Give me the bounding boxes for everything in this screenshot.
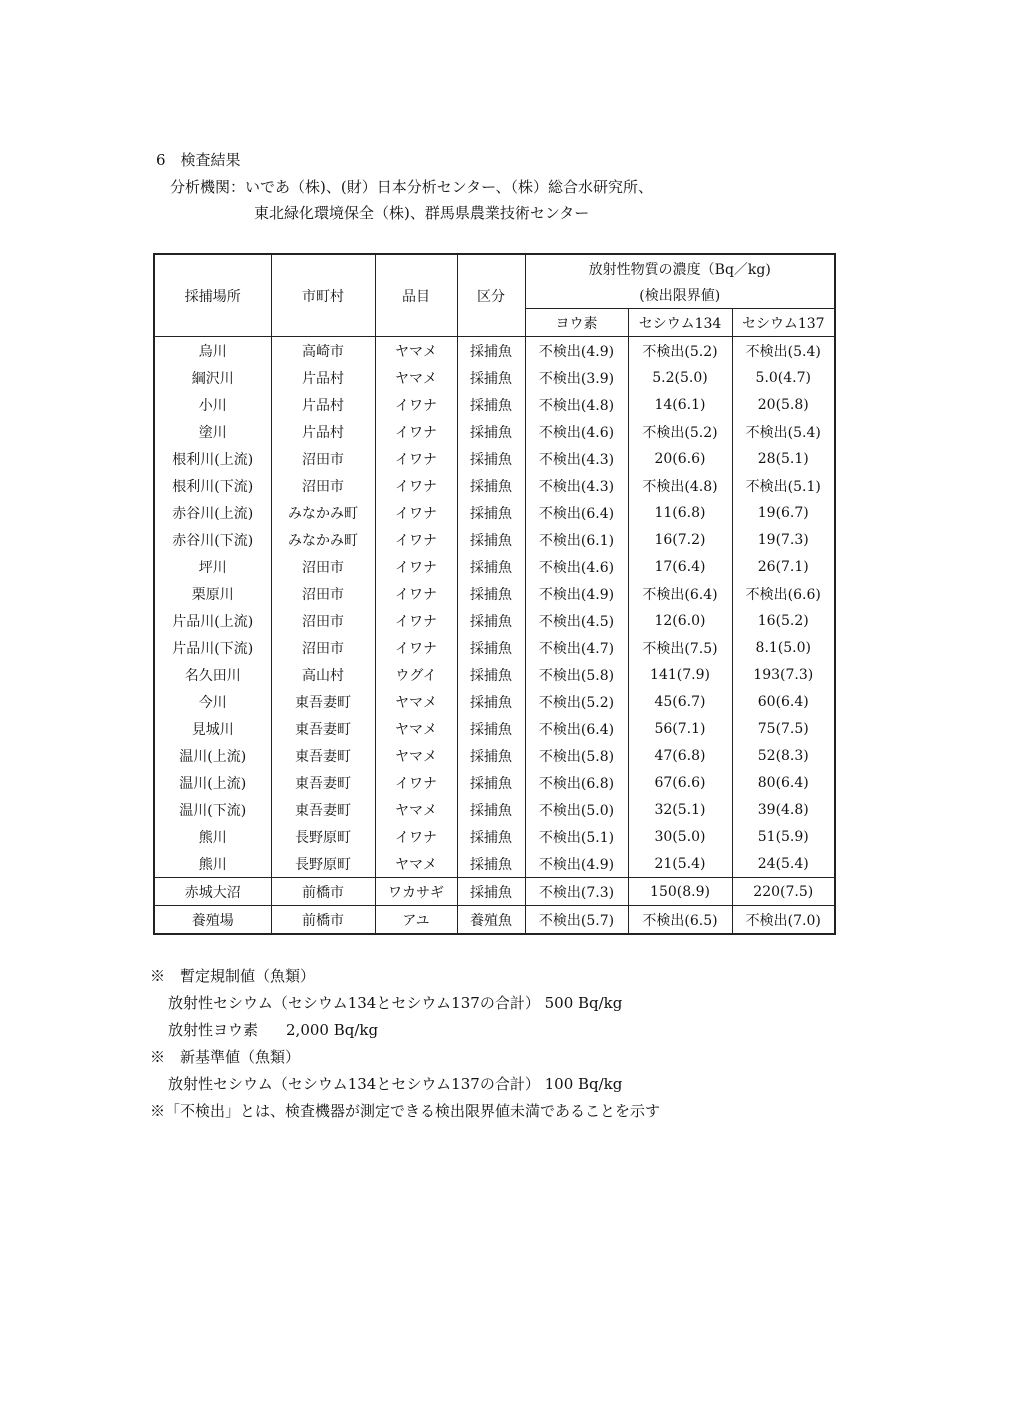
provisional-limit-title: ※ 暫定規制値（魚類） [150, 967, 316, 985]
cell-category: 採捕魚 [457, 580, 525, 607]
cell-item: イワナ [375, 526, 457, 553]
cell-cs134: 不検出(7.5) [628, 634, 732, 661]
cell-cs137: 39(4.8) [732, 796, 835, 823]
cell-cs137: 不検出(5.4) [732, 337, 835, 365]
cell-iodine: 不検出(5.8) [525, 742, 628, 769]
cell-category: 採捕魚 [457, 607, 525, 634]
cell-cs134: 32(5.1) [628, 796, 732, 823]
table-row [154, 337, 835, 365]
cell-location: 綱沢川 [154, 364, 271, 391]
cell-category: 採捕魚 [457, 499, 525, 526]
table-row [154, 391, 835, 418]
cell-cs137: 19(7.3) [732, 526, 835, 553]
cell-item: ヤマメ [375, 715, 457, 742]
cell-municipality: 長野原町 [271, 850, 375, 878]
cell-iodine: 不検出(3.9) [525, 364, 628, 391]
cell-municipality: 片品村 [271, 391, 375, 418]
results-table [153, 253, 836, 935]
cell-location: 栗原川 [154, 580, 271, 607]
cell-iodine: 不検出(4.3) [525, 472, 628, 499]
cell-municipality: 沼田市 [271, 634, 375, 661]
provisional-iodine-value: 2,000 Bq/kg [286, 1021, 379, 1039]
new-cesium-line [150, 1071, 660, 1098]
cell-cs137: 60(6.4) [732, 688, 835, 715]
table-row [154, 906, 835, 935]
cell-cs137: 不検出(5.1) [732, 472, 835, 499]
cell-cs137: 75(7.5) [732, 715, 835, 742]
cell-cs134: 不検出(6.5) [628, 906, 732, 935]
cell-cs134: 45(6.7) [628, 688, 732, 715]
cell-iodine: 不検出(4.9) [525, 850, 628, 878]
cell-iodine: 不検出(5.1) [525, 823, 628, 850]
cell-cs137: 193(7.3) [732, 661, 835, 688]
cell-item: ヤマメ [375, 364, 457, 391]
table-row [154, 418, 835, 445]
cell-iodine: 不検出(6.4) [525, 715, 628, 742]
cell-location: 今川 [154, 688, 271, 715]
cell-iodine: 不検出(4.7) [525, 634, 628, 661]
cell-iodine: 不検出(4.6) [525, 553, 628, 580]
cell-cs134: 141(7.9) [628, 661, 732, 688]
cell-item: イワナ [375, 391, 457, 418]
cell-category: 採捕魚 [457, 688, 525, 715]
cell-location: 片品川(上流) [154, 607, 271, 634]
cell-location: 見城川 [154, 715, 271, 742]
cell-category: 採捕魚 [457, 796, 525, 823]
results-table-body [154, 337, 835, 935]
cell-municipality: 沼田市 [271, 553, 375, 580]
header-municipality: 市町村 [271, 254, 375, 337]
table-row [154, 553, 835, 580]
cell-cs137: 220(7.5) [732, 878, 835, 906]
cell-item: イワナ [375, 607, 457, 634]
cell-cs134: 30(5.0) [628, 823, 732, 850]
results-table-header [154, 254, 835, 337]
cell-municipality: 東吾妻町 [271, 688, 375, 715]
cell-category: 採捕魚 [457, 472, 525, 499]
cell-item: イワナ [375, 499, 457, 526]
cell-municipality: 沼田市 [271, 445, 375, 472]
cell-cs134: 不検出(5.2) [628, 337, 732, 365]
cell-item: イワナ [375, 553, 457, 580]
cell-location: 熊川 [154, 850, 271, 878]
cell-cs137: 51(5.9) [732, 823, 835, 850]
cell-item: ヤマメ [375, 337, 457, 365]
cell-iodine: 不検出(5.7) [525, 906, 628, 935]
cell-municipality: 長野原町 [271, 823, 375, 850]
table-row [154, 634, 835, 661]
header-iodine: ヨウ素 [525, 309, 628, 337]
cell-location: 温川(上流) [154, 769, 271, 796]
cell-cs137: 80(6.4) [732, 769, 835, 796]
cell-category: 採捕魚 [457, 878, 525, 906]
cell-cs134: 14(6.1) [628, 391, 732, 418]
cell-item: ヤマメ [375, 850, 457, 878]
table-row [154, 850, 835, 878]
cell-iodine: 不検出(6.8) [525, 769, 628, 796]
cell-category: 採捕魚 [457, 391, 525, 418]
table-row [154, 878, 835, 906]
cell-item: イワナ [375, 418, 457, 445]
cell-item: イワナ [375, 634, 457, 661]
new-cesium-value: 100 Bq/kg [544, 1075, 623, 1093]
cell-iodine: 不検出(5.2) [525, 688, 628, 715]
cell-item: イワナ [375, 823, 457, 850]
cell-category: 採捕魚 [457, 634, 525, 661]
cell-iodine: 不検出(5.8) [525, 661, 628, 688]
cell-location: 熊川 [154, 823, 271, 850]
cell-location: 温川(上流) [154, 742, 271, 769]
provisional-cesium-value: 500 Bq/kg [544, 994, 623, 1012]
table-row [154, 742, 835, 769]
cell-municipality: 高山村 [271, 661, 375, 688]
header-item: 品目 [375, 254, 457, 337]
cell-location: 養殖場 [154, 906, 271, 935]
cell-cs134: 150(8.9) [628, 878, 732, 906]
cell-category: 採捕魚 [457, 337, 525, 365]
header-category: 区分 [457, 254, 525, 337]
cell-municipality: 前橋市 [271, 878, 375, 906]
agencies-line-2: 東北緑化環境保全（株)、群馬県農業技術センター [254, 204, 590, 222]
cell-category: 採捕魚 [457, 526, 525, 553]
cell-item: ワカサギ [375, 878, 457, 906]
cell-iodine: 不検出(5.0) [525, 796, 628, 823]
table-row [154, 445, 835, 472]
cell-item: ヤマメ [375, 688, 457, 715]
cell-location: 温川(下流) [154, 796, 271, 823]
cell-municipality: 沼田市 [271, 580, 375, 607]
cell-cs134: 56(7.1) [628, 715, 732, 742]
cell-iodine: 不検出(4.5) [525, 607, 628, 634]
cell-item: アユ [375, 906, 457, 935]
cell-iodine: 不検出(4.6) [525, 418, 628, 445]
cell-cs134: 不検出(6.4) [628, 580, 732, 607]
cell-item: ヤマメ [375, 796, 457, 823]
cell-item: イワナ [375, 580, 457, 607]
cell-municipality: 前橋市 [271, 906, 375, 935]
cell-item: ヤマメ [375, 742, 457, 769]
cell-category: 採捕魚 [457, 553, 525, 580]
provisional-cesium-label: 放射性セシウム（セシウム134とセシウム137の合計） [168, 994, 540, 1012]
table-row [154, 688, 835, 715]
cell-municipality: 東吾妻町 [271, 796, 375, 823]
cell-iodine: 不検出(4.3) [525, 445, 628, 472]
cell-municipality: みなかみ町 [271, 499, 375, 526]
cell-cs134: 67(6.6) [628, 769, 732, 796]
cell-category: 採捕魚 [457, 823, 525, 850]
not-detected-note: ※「不検出」とは、検査機器が測定できる検出限界値未満であることを示す [150, 1102, 661, 1120]
cell-cs137: 不検出(6.6) [732, 580, 835, 607]
cell-item: イワナ [375, 472, 457, 499]
table-row [154, 796, 835, 823]
cell-cs137: 52(8.3) [732, 742, 835, 769]
provisional-cesium-line [150, 990, 660, 1017]
header-cs134: セシウム134 [628, 309, 732, 337]
cell-location: 烏川 [154, 337, 271, 365]
cell-cs137: 不検出(7.0) [732, 906, 835, 935]
cell-location: 片品川(下流) [154, 634, 271, 661]
table-row [154, 580, 835, 607]
cell-item: ウグイ [375, 661, 457, 688]
provisional-iodine-label: 放射性ヨウ素 [168, 1021, 259, 1039]
cell-category: 採捕魚 [457, 418, 525, 445]
cell-cs137: 5.0(4.7) [732, 364, 835, 391]
cell-municipality: 東吾妻町 [271, 715, 375, 742]
cell-iodine: 不検出(4.9) [525, 580, 628, 607]
cell-municipality: 片品村 [271, 418, 375, 445]
cell-iodine: 不検出(7.3) [525, 878, 628, 906]
cell-cs137: 16(5.2) [732, 607, 835, 634]
table-row [154, 607, 835, 634]
cell-item: イワナ [375, 445, 457, 472]
cell-municipality: 沼田市 [271, 472, 375, 499]
cell-location: 坪川 [154, 553, 271, 580]
cell-location: 根利川(上流) [154, 445, 271, 472]
new-cesium-label: 放射性セシウム（セシウム134とセシウム137の合計） [168, 1075, 540, 1093]
cell-cs134: 17(6.4) [628, 553, 732, 580]
cell-municipality: 片品村 [271, 364, 375, 391]
cell-cs137: 8.1(5.0) [732, 634, 835, 661]
table-row [154, 472, 835, 499]
agencies-line-1: 分析機関：いであ（株)、(財）日本分析センター、（株）総合水研究所、 [170, 178, 654, 196]
table-row [154, 499, 835, 526]
notes [150, 963, 660, 1125]
section-title: 6 検査結果 [156, 151, 241, 169]
cell-cs137: 28(5.1) [732, 445, 835, 472]
cell-iodine: 不検出(6.1) [525, 526, 628, 553]
table-row [154, 823, 835, 850]
cell-cs134: 20(6.6) [628, 445, 732, 472]
cell-municipality: みなかみ町 [271, 526, 375, 553]
cell-location: 小川 [154, 391, 271, 418]
cell-cs137: 19(6.7) [732, 499, 835, 526]
header-detection-limit: (検出限界値) [525, 282, 835, 309]
table-row [154, 526, 835, 553]
cell-location: 塗川 [154, 418, 271, 445]
cell-iodine: 不検出(4.8) [525, 391, 628, 418]
cell-cs134: 5.2(5.0) [628, 364, 732, 391]
header-cs137: セシウム137 [732, 309, 835, 337]
cell-location: 赤谷川(上流) [154, 499, 271, 526]
cell-location: 赤城大沼 [154, 878, 271, 906]
cell-municipality: 高崎市 [271, 337, 375, 365]
cell-cs134: 12(6.0) [628, 607, 732, 634]
cell-municipality: 沼田市 [271, 607, 375, 634]
cell-cs134: 16(7.2) [628, 526, 732, 553]
cell-category: 採捕魚 [457, 445, 525, 472]
cell-cs137: 20(5.8) [732, 391, 835, 418]
cell-location: 赤谷川(下流) [154, 526, 271, 553]
cell-cs137: 26(7.1) [732, 553, 835, 580]
cell-item: イワナ [375, 769, 457, 796]
table-row [154, 661, 835, 688]
new-standard-title: ※ 新基準値（魚類） [150, 1048, 301, 1066]
cell-location: 根利川(下流) [154, 472, 271, 499]
table-row [154, 769, 835, 796]
cell-cs134: 不検出(4.8) [628, 472, 732, 499]
cell-cs137: 不検出(5.4) [732, 418, 835, 445]
cell-category: 採捕魚 [457, 769, 525, 796]
header-location: 採捕場所 [154, 254, 271, 337]
cell-category: 採捕魚 [457, 661, 525, 688]
cell-iodine: 不検出(6.4) [525, 499, 628, 526]
cell-cs134: 11(6.8) [628, 499, 732, 526]
cell-cs137: 24(5.4) [732, 850, 835, 878]
cell-municipality: 東吾妻町 [271, 742, 375, 769]
cell-category: 採捕魚 [457, 850, 525, 878]
cell-cs134: 不検出(5.2) [628, 418, 732, 445]
cell-category: 養殖魚 [457, 906, 525, 935]
cell-location: 名久田川 [154, 661, 271, 688]
cell-category: 採捕魚 [457, 742, 525, 769]
cell-category: 採捕魚 [457, 364, 525, 391]
table-row [154, 715, 835, 742]
cell-category: 採捕魚 [457, 715, 525, 742]
table-row [154, 364, 835, 391]
cell-iodine: 不検出(4.9) [525, 337, 628, 365]
provisional-iodine-line [150, 1017, 660, 1044]
header-concentration: 放射性物質の濃度（Bq／kg) [525, 254, 835, 282]
cell-cs134: 47(6.8) [628, 742, 732, 769]
cell-municipality: 東吾妻町 [271, 769, 375, 796]
cell-cs134: 21(5.4) [628, 850, 732, 878]
